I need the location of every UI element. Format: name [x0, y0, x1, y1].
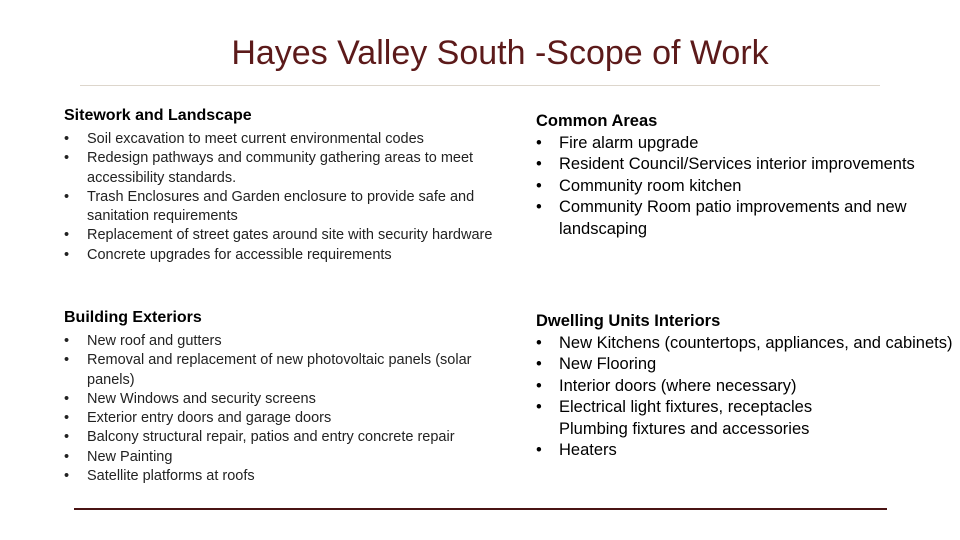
list-item: • Satellite platforms at roofs: [64, 467, 519, 486]
list-item: • Removal and replacement of new photovoltaic panels (solar panels): [64, 351, 519, 390]
list-item: • Trash Enclosures and Garden enclosure to provide safe and sanitation requirements: [64, 188, 494, 227]
list-item: • Redesign pathways and community gathering areas to meet accessibility standards.: [64, 149, 494, 188]
list-item: • Replacement of street gates around site with security hardware: [64, 226, 494, 245]
list-item: • Interior doors (where necessary): [536, 376, 960, 398]
dwelling-list: [536, 333, 960, 463]
dwelling-heading: Dwelling Units Interiors: [536, 312, 721, 330]
common-areas-heading: Common Areas: [536, 112, 658, 130]
page-title: Hayes Valley South -Scope of Work: [231, 34, 769, 72]
list-item: • Resident Council/Services interior improvements: [536, 154, 916, 176]
sitework-list: [64, 130, 494, 265]
list-item: • Fire alarm upgrade: [536, 133, 916, 155]
list-item: • Soil excavation to meet current environmental codes: [64, 130, 494, 149]
list-item: • New Painting: [64, 448, 519, 467]
list-item: • Concrete upgrades for accessible requirements: [64, 246, 494, 265]
bottom-divider: [74, 508, 887, 510]
common-areas-section: [536, 111, 916, 240]
exteriors-heading: Building Exteriors: [64, 309, 202, 326]
list-item: • New Kitchens (countertops, appliances, and cabinets): [536, 333, 960, 355]
list-item: • New Windows and security screens: [64, 390, 519, 409]
exteriors-section: [64, 308, 519, 486]
list-item: • New Flooring: [536, 354, 960, 376]
sitework-section: [64, 106, 494, 265]
list-item: • Heaters: [536, 440, 960, 462]
list-item: • Electrical light fixtures, receptacles Plumbing fixtures and accessories: [536, 397, 849, 440]
list-item: • Community room kitchen: [536, 176, 916, 198]
list-item: • Community Room patio improvements and new landscaping: [536, 197, 916, 240]
exteriors-list: [64, 332, 519, 486]
dwelling-section: [536, 311, 960, 462]
common-areas-list: [536, 133, 916, 241]
list-item: • Exterior entry doors and garage doors: [64, 409, 519, 428]
title-divider: [80, 85, 880, 86]
list-item: • Balcony structural repair, patios and entry concrete repair: [64, 428, 519, 447]
sitework-heading: Sitework and Landscape: [64, 107, 252, 124]
list-item: • New roof and gutters: [64, 332, 519, 351]
